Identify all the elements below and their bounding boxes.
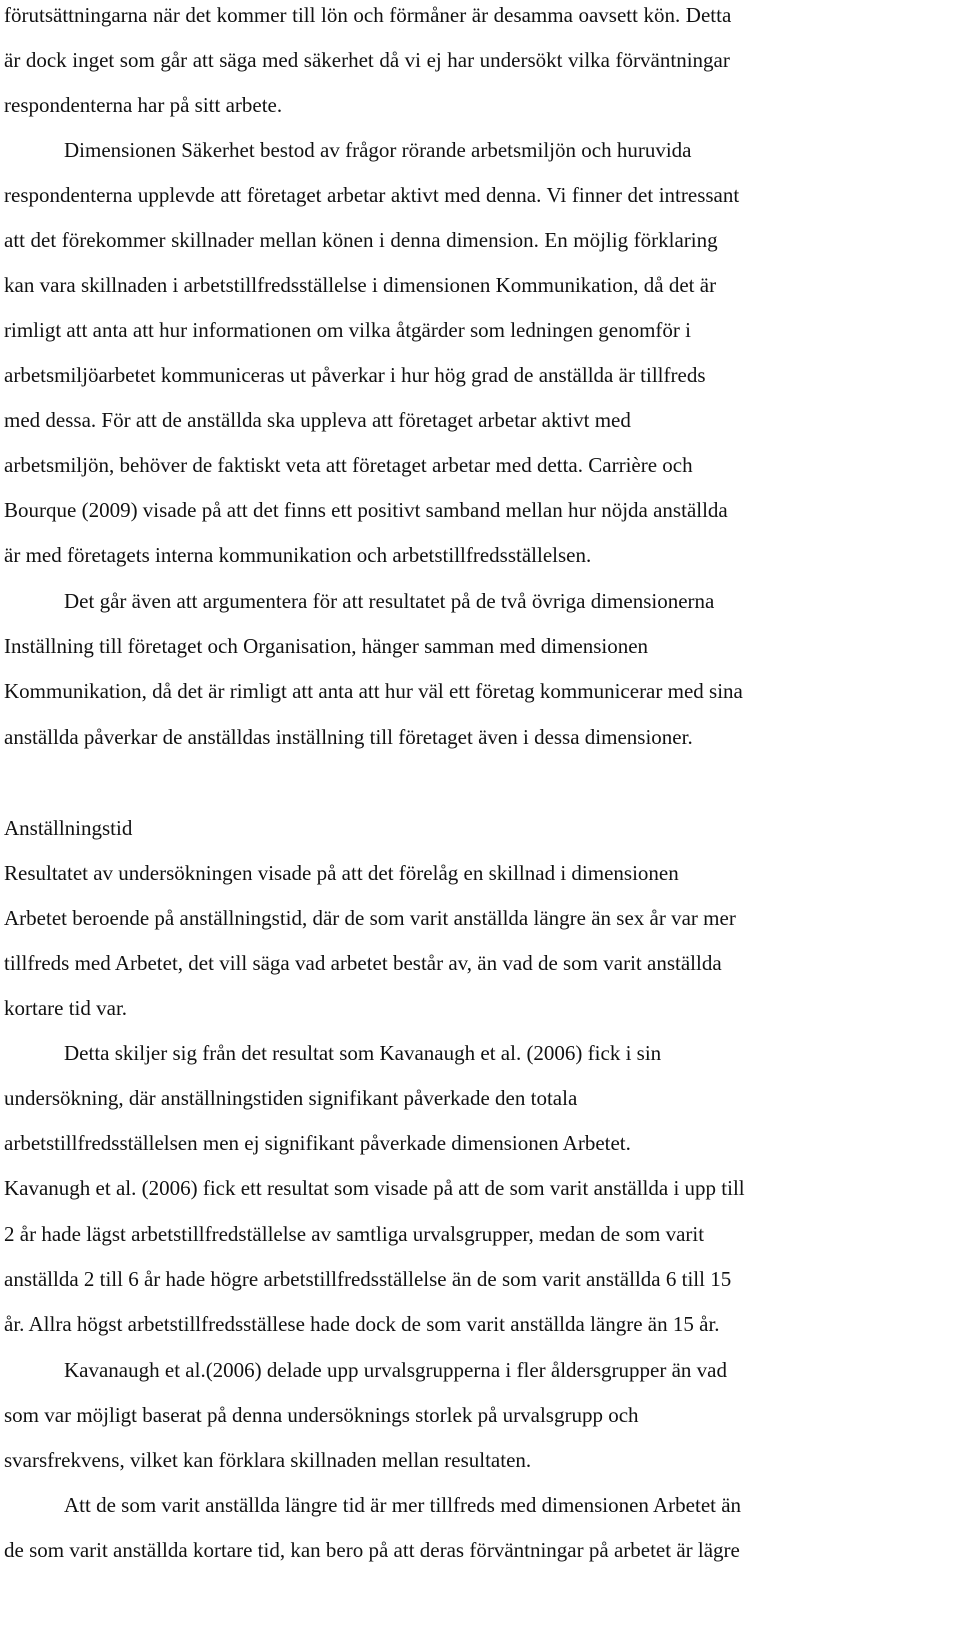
body-text-line: är med företagets interna kommunikation och arbetstillfredsställelsen.	[4, 543, 592, 567]
body-text-line: respondenterna har på sitt arbete.	[4, 93, 283, 117]
body-text-line: Resultatet av undersökningen visade på att det förelåg en skillnad i dimensionen	[4, 861, 679, 885]
body-text-line: Att de som varit anställda längre tid är mer tillfreds med dimensionen Arbetet än	[64, 1493, 742, 1517]
body-text-line: Inställning till företaget och Organisation, hänger samman med dimensionen	[4, 634, 649, 658]
body-text-line: kortare tid var.	[4, 996, 128, 1020]
body-text-line: respondenterna upplevde att företaget arbetar aktivt med denna. Vi finner det intressant	[4, 183, 740, 207]
body-text-line: arbetsmiljön, behöver de faktiskt veta att företaget arbetar med detta. Carrière och	[4, 453, 693, 477]
body-text-line: arbetstillfredsställelsen men ej signifikant påverkade dimensionen Arbetet.	[4, 1131, 631, 1155]
body-text-line: Kavanugh et al. (2006) fick ett resultat som visade på att de som varit anställda i upp till	[4, 1176, 745, 1200]
body-text-line: anställda påverkar de anställdas inställning till företaget även i dessa dimensioner.	[4, 725, 693, 749]
body-text-line: arbetsmiljöarbetet kommuniceras ut påverkar i hur hög grad de anställda är tillfreds	[4, 363, 706, 387]
body-text-line: Det går även att argumentera för att resultatet på de två övriga dimensionerna	[64, 589, 715, 613]
body-text-line: kan vara skillnaden i arbetstillfredsställelse i dimensionen Kommunikation, då det är	[4, 273, 717, 297]
body-text-line: tillfreds med Arbetet, det vill säga vad arbetet består av, än vad de som varit anställda	[4, 951, 722, 975]
body-text-line: Dimensionen Säkerhet bestod av frågor rörande arbetsmiljön och huruvida	[64, 138, 692, 162]
body-text-line: förutsättningarna när det kommer till lön och förmåner är desamma oavsett kön. Detta	[4, 3, 732, 27]
body-text-line: 2 år hade lägst arbetstillfredställelse av samtliga urvalsgrupper, medan de som varit	[4, 1222, 705, 1246]
body-text-line: Arbetet beroende på anställningstid, där de som varit anställda längre än sex år var mer	[4, 906, 736, 930]
body-text-line: undersökning, där anställningstiden signifikant påverkade den totala	[4, 1086, 578, 1110]
body-text-line: Detta skiljer sig från det resultat som Kavanaugh et al. (2006) fick i sin	[64, 1041, 662, 1065]
body-text-line: anställda 2 till 6 år hade högre arbetstillfredsställelse än de som varit anställda 6 till 15	[4, 1267, 732, 1291]
body-text-line: Kommunikation, då det är rimligt att anta att hur väl ett företag kommunicerar med sina	[4, 679, 743, 703]
body-text-line: är dock inget som går att säga med säkerhet då vi ej har undersökt vilka förväntningar	[4, 48, 730, 72]
body-text-line: Kavanaugh et al.(2006) delade upp urvalsgrupperna i fler åldersgrupper än vad	[64, 1358, 727, 1382]
section-heading: Anställningstid	[4, 816, 133, 840]
body-text-line: som var möjligt baserat på denna undersöknings storlek på urvalsgrupp och	[4, 1403, 639, 1427]
body-text-line: svarsfrekvens, vilket kan förklara skillnaden mellan resultaten.	[4, 1448, 532, 1472]
body-text-line: med dessa. För att de anställda ska uppleva att företaget arbetar aktivt med	[4, 408, 631, 432]
body-text-line: år. Allra högst arbetstillfredsställese hade dock de som varit anställda längre än 15 år.	[4, 1312, 720, 1336]
body-text-line: rimligt att anta att hur informationen om vilka åtgärder som ledningen genomför i	[4, 318, 691, 342]
body-text-line: att det förekommer skillnader mellan könen i denna dimension. En möjlig förklaring	[4, 228, 718, 252]
body-text-line: Bourque (2009) visade på att det finns ett positivt samband mellan hur nöjda anställda	[4, 498, 728, 522]
body-text-line: de som varit anställda kortare tid, kan bero på att deras förväntningar på arbetet är lägre	[4, 1538, 740, 1562]
